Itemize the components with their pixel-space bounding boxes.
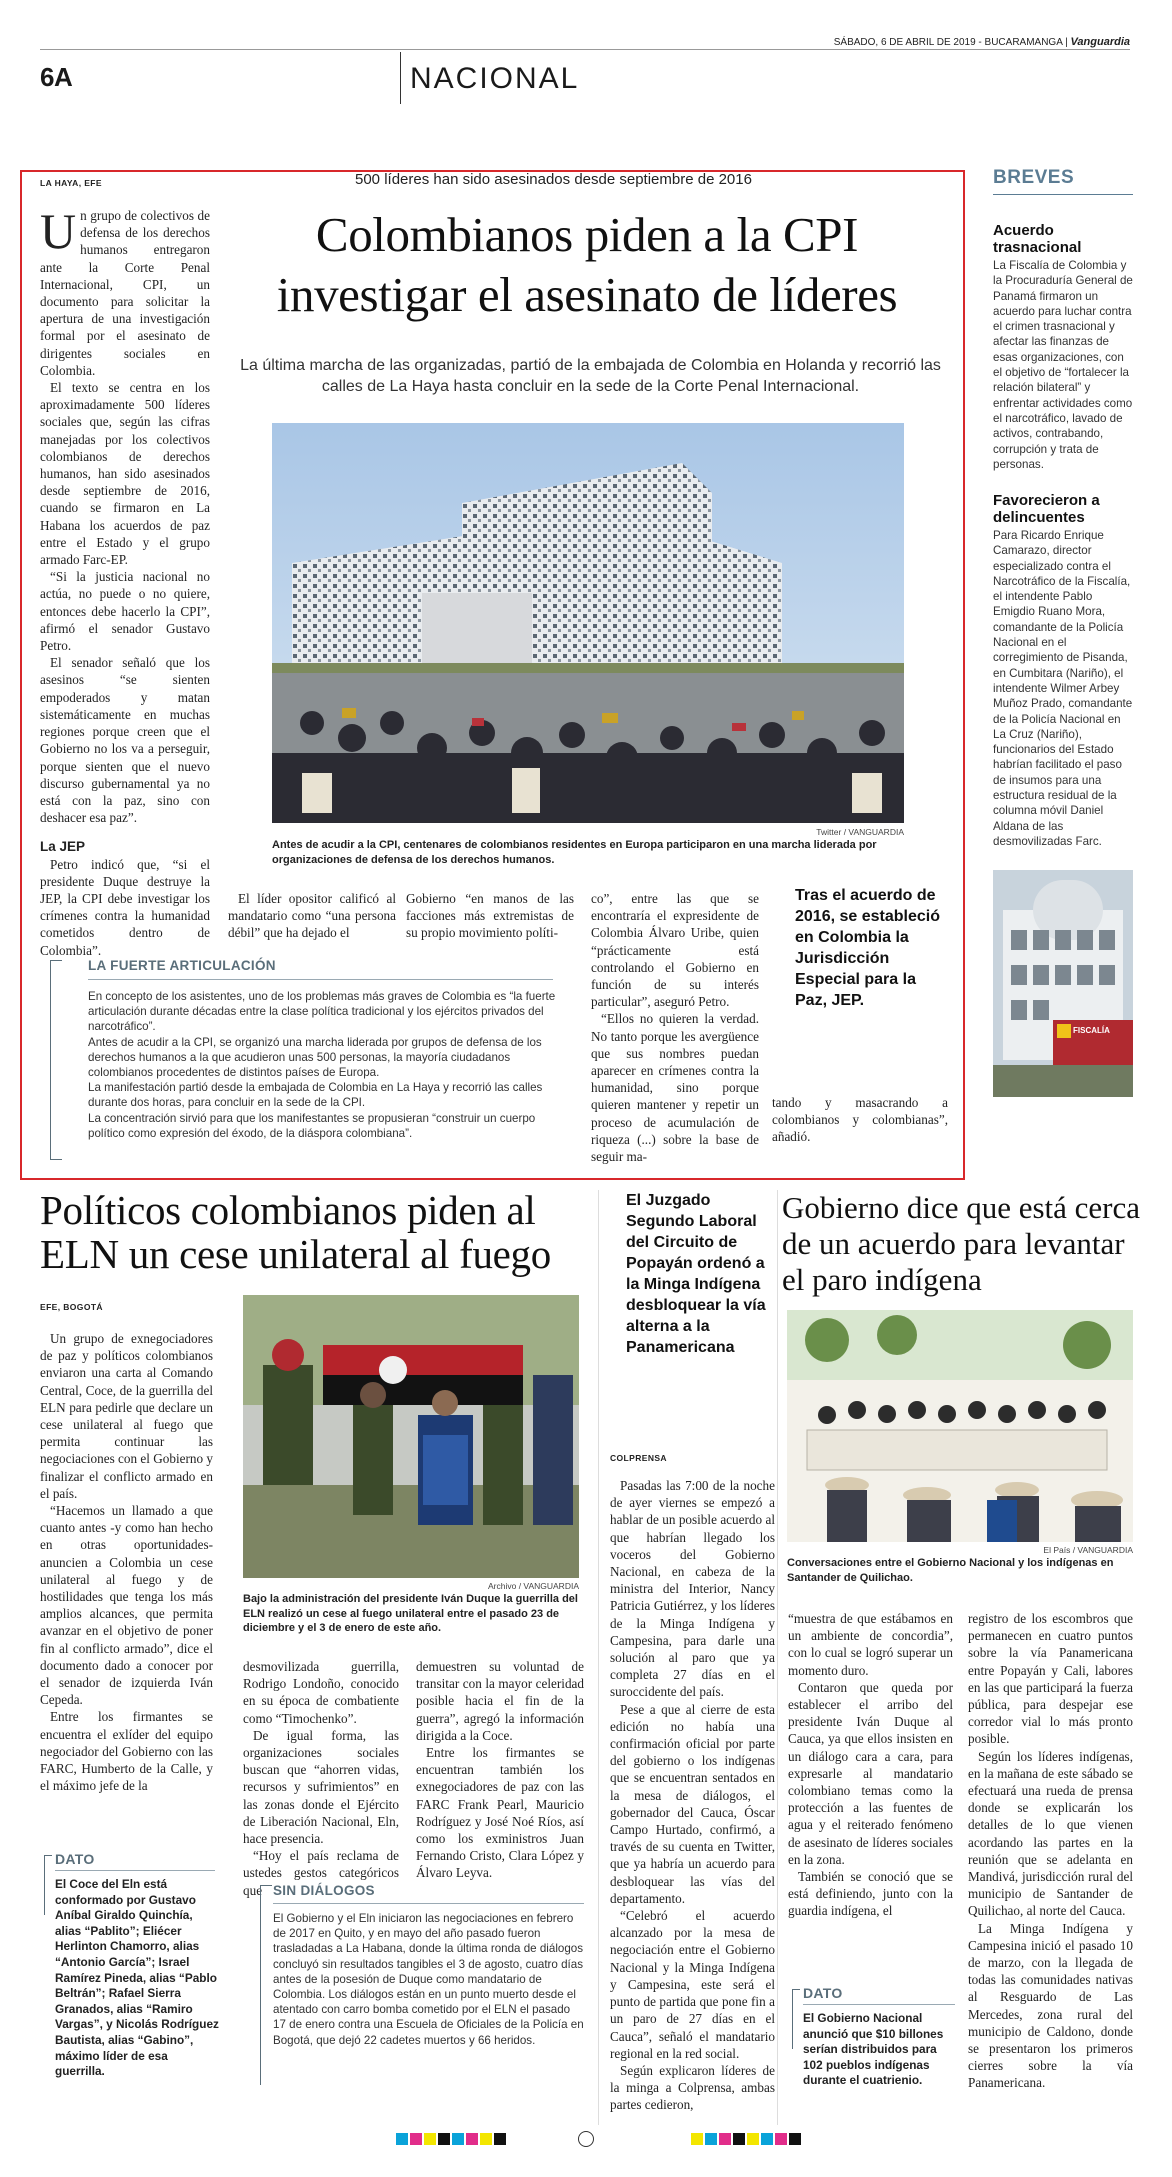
breve-item [993,222,1133,472]
header-divider [400,52,401,104]
eln-paragraph: Un grupo de exnegociadores de paz y políticos colombianos enviaron una carta al Comando Central, Coce, de la guerrilla del ELN para pedirle que declare un cese unilateral al fuego que permita continuar las negociaciones con el Gobierno y finalizar el conflicto armado en el país. [40,1331,213,1501]
eln-photo-caption: Bajo la administración del presidente Iván Duque la guerrilla del ELN realizó un cese al fuego unilateral entre el pasado 23 de diciembre y el 3 de enero de este año. [243,1593,578,1634]
registration-swatch [775,2133,787,2145]
registration-swatch [438,2133,450,2145]
box-paragraph: La manifestación partió desde la embajada de Colombia en La Haya y recorrió las calles durante dos horas, para concluir en la sede de la CPI. [88,1081,543,1110]
minga-meeting-image [787,1310,1133,1542]
dialogos-box-bracket [260,1885,272,2085]
paro-photo-credit: El País / VANGUARDIA [1043,1545,1133,1555]
breve-text: La Fiscalía de Colombia y la Procuraduría General de Panamá firmaron un acuerdo para luchar contra el crimen trasnacional y afectar las finanzas de esas organizaciones, con el objetivo de “fortalecer la relación bilateral” y enfrentar actividades como el narcotráfico, lavado de activos, contrabando, corrupción y trata de personas. [993,259,1133,471]
articulacion-box-body [88,989,558,1141]
lead-column-4 [591,890,759,1165]
breves-rule [993,194,1133,195]
paro-paragraph: Según los líderes indígenas, en la mañana de este sábado se efectuará una rueda de prensa donde se explicarán los detalles de lo que vienen acordando las partes en la reunión que se adelanta en Mandivá, jurisdicción rural del municipio de Santander de Quilichao, al norte del Cauca. [968,1748,1133,1919]
section-title: NACIONAL [410,62,580,95]
paro-paragraph: “Celebró el acuerdo alcanzado por la mesa de negociación entre el Gobierno Nacional y la Minga Indígena y Campesina, este será el punto de partida que pone fin a un paro de 27 días en el Cauca”, señaló el mandatario regional en la red social. [610,1908,775,2061]
eln-dato-title: DATO [55,1851,95,1867]
eln-paragraph: desmovilizada guerrilla, Rodrigo Londoño, conocido en su época de combatiente como “Timochenko”. [243,1659,399,1726]
color-registration-bar-left [395,2133,507,2145]
lead-column-1 [40,203,210,959]
eln-dato-bracket [44,1855,52,1915]
paro-paragraph: registro de los escombros que permanecen en cuatro puntos sobre la vía Panamericana entre Popayán y Cali, labores en las que participará la fuerza pública, para despejar ese corredor vial lo más pronto posible. [968,1611,1133,1747]
header-dateline [834,36,1130,48]
eln-paragraph: demuestren su voluntad de transitar con la mayor celeridad posible hacia el fin de la guerra”, agregó la información dirigida a la Coce. [416,1659,584,1743]
breves-title: BREVES [993,167,1075,188]
lead-column-2 [228,890,396,942]
registration-swatch [719,2133,731,2145]
paro-paragraph: Contaron que queda por establecer el arribo del presidente Iván Duque al Cauca, ya que ellos insisten en un diálogo cara a cara, para expresarle al mandatario colombiano temas como la protección a las fuentes de agua y el reiterado fenómeno de asesinato de líderes sociales en la zona. [788,1679,953,1867]
dialogos-box-title: SIN DIÁLOGOS [273,1883,375,1898]
eln-kicker: EFE, BOGOTÁ [40,1302,103,1312]
fiscalia-sign-text: FISCALÍA [1073,1026,1110,1035]
registration-swatch [466,2133,478,2145]
registration-crosshair [578,2131,594,2147]
fiscalia-building-image [993,870,1133,1097]
lead-dropcap: U [40,203,77,259]
lead-pullquote: Tras el acuerdo de 2016, se estableció en Colombia la Jurisdicción Especial para la Paz, JEP. [795,887,940,1009]
paro-column-1 [610,1477,775,2114]
lead-headline: Colombianos piden a la CPI investigar el asesinato de líderes [276,207,898,322]
paro-dato-title: DATO [803,1985,843,2001]
eln-paragraph: Entre los firmantes se encuentra el exlíder del equipo negociador del Gobierno con las FARC, Humberto de la Calle, y el máximo jefe de la [40,1709,213,1794]
box-paragraph: Antes de acudir a la CPI, se organizó una marcha liderada por grupos de defensa de los derechos humanos a la que acudieron unas 500 personas, la mayoría ciudadanos colombianos procedentes de distintos países de Europa. [88,1035,542,1080]
articulacion-box-bracket [50,960,62,1160]
eln-dato-text: El Coce del Eln está conformado por Gustavo Aníbal Giraldo Quinchía, alias “Pablito”; Eliécer Herlinton Chamorro, alias “Antonio García”; Israel Ramírez Pineda, alias “Pablo Beltrán”; Rafael Sierra Granados, alias “Ramiro Vargas”, y Nicolás Rodríguez Bautista, alias “Gabino”, máximo líder de esa guerrilla. [55,1877,219,2079]
registration-swatch [424,2133,436,2145]
lead-overline: 500 líderes han sido asesinados desde septiembre de 2016 [355,171,752,188]
juzgado-side-headline: El Juzgado Segundo Laboral del Circuito de Popayán ordenó a la Minga Indígena desbloquear la vía alterna a la Panamericana [626,1192,766,1356]
eln-column-3 [416,1658,584,1882]
lead-paragraph: co”, entre las que se encontraría el expresidente de Colombia Álvaro Uribe, quien “prácticamente está controlando el Gobierno en función de su interés particular”, aseguró Petro. [591,891,759,1010]
registration-swatch [410,2133,422,2145]
paro-paragraph: La Minga Indígena y Campesina inició el pasado 10 de marzo, con la llegada de todas las comunidades nativas al Resguardo de Las Mercedes, zona rural del municipio de Caldono, donde se presentaron los primeros cierres sobre la vía Panamericana. [968,1920,1133,2091]
dialogos-box-rule [273,1903,584,1904]
eln-headline: Políticos colombianos piden al ELN un cese unilateral al fuego [40,1187,551,1277]
registration-swatch [733,2133,745,2145]
eln-paragraph: Entre los firmantes se encuentran también los exnegociadores de paz con las FARC Frank Pearl, Mauricio Rodríguez y José Noé Ríos, así como los exministros Juan Fernando Cristo, Clara López y Álvaro Leyva. [416,1745,584,1881]
lead-paragraph: n grupo de colectivos de defensa de los derechos humanos entregaron ante la Corte Penal Internacional, CPI, un documento para solicitar la apertura de una investigación formal por el asesinato de dirigentes sociales en Colombia. [40,208,210,378]
registration-swatch [452,2133,464,2145]
lead-paragraph: “Ellos no quieren la verdad. No tanto porque les avergüence que sus nombres puedan aparecer en crímenes contra la humanidad, sino porque quieren mantener y repetir un proceso de acumulación de riqueza (...) sobre la base de seguir ma- [591,1011,759,1165]
lead-paragraph: El texto se centra en los aproximadamente 500 líderes sociales que, según las cifras manejadas por los colectivos colombianos de derechos humanos, han sido asesinados desde septiembre de 2016, cuando se firmaron en La Habana los acuerdos de paz entre el Estado y el grupo armado Farc-EP. [40,380,210,568]
registration-swatch [747,2133,759,2145]
articulacion-box-title: LA FUERTE ARTICULACIÓN [88,958,276,973]
eln-photo [243,1295,579,1578]
lead-paragraph: El senador señaló que los asesinos “se sienten empoderados y matan sistemáticamente en muchas regiones porque creen que el Gobierno no los va a perseguir, porque sienten que el nuevo discurso gubernamental ya no está con la paz, sino con deshacer esa paz”. [40,655,210,826]
dateline-text: SÁBADO, 6 DE ABRIL DE 2019 - BUCARAMANGA | [833,37,1068,48]
paro-paragraph: También se conoció que se está definiendo, junto con la guardia indígena, el [788,1869,953,1919]
paro-paragraph: Según explicaron líderes de la minga a Colprensa, ambas partes cedieron, [610,2062,775,2113]
box-paragraph: La concentración sirvió para que los manifestantes se propusieran “construir un cuerpo político como expresión del éxodo, de la diáspora colombiana”. [88,1111,536,1140]
lead-photo [272,423,904,823]
paro-column-2 [788,1610,953,1920]
registration-swatch [761,2133,773,2145]
column-rule [777,1190,778,2125]
page-number: 6A [40,62,73,92]
breve-title: Favorecieron a delincuentes [993,492,1100,526]
lead-paragraph: Petro indicó que, “si el presidente Duque destruye la JEP, la CPI debe investigar los crímenes contra la humanidad cometidos dentro de Colombia”. [40,856,210,958]
articulacion-box-rule [88,979,553,980]
paro-photo-caption: Conversaciones entre el Gobierno Nacional y los indígenas en Santander de Quilichao. [787,1557,1114,1584]
lead-paragraph: Gobierno “en manos de las facciones más extremistas de su propio movimiento políti- [406,891,574,941]
color-registration-bar-right [690,2133,802,2145]
lead-deck: La última marcha de las organizadas, partió de la embajada de Colombia en Holanda y recorrió las calles de La Haya hasta concluir en la sede de la Corte Penal Internacional. [240,357,941,395]
brand-name: Vanguardia [1070,36,1130,48]
breve-item [993,492,1133,849]
breve-text: Para Ricardo Enrique Camarazo, director especializado contra el Narcotráfico de la Fiscalía, el intendente Pablo Emigdio Ruano Mora, comandante de la Policía Nacional en el corregimiento de Pisanda, en Cumbitara (Nariño), el intendente Wilmer Arbey Muñoz Prado, comandante de la Policía Nacional en La Cruz (Nariño), funcionarios del Estado habrían facilitado el paso de insumos para una estructura residual de la columna móvil Daniel Aldana de las desmovilizadas Farc. [993,529,1133,848]
cpi-building-march-image [272,423,904,823]
lead-paragraph: El líder opositor calificó al mandatario como “una persona débil” que ha dejado el [228,891,396,941]
lead-paragraph: “Si la justicia nacional no actúa, no puede o no quiere, entonces debe hacerlo la CPI”, afirmó el senador Gustavo Petro. [40,569,210,654]
eln-column-2 [243,1658,399,1899]
eln-photo-credit: Archivo / VANGUARDIA [487,1581,579,1591]
registration-swatch [705,2133,717,2145]
paro-photo [787,1310,1133,1542]
registration-swatch [494,2133,506,2145]
eln-paragraph: De igual forma, las organizaciones sociales buscan que “ahorren vidas, recursos y sufrimientos” en las zonas donde el Ejército de Liberación Nacional, Eln, hace presencia. [243,1727,399,1847]
eln-guerrilla-image [243,1295,579,1578]
eln-paragraph: “Hoy el país reclama de ustedes gestos categóricos que [243,1848,399,1898]
dialogos-box-text: El Gobierno y el Eln iniciaron las negociaciones en febrero de 2017 en Quito, y en mayo del año pasado fueron trasladadas a La Habana, donde la última ronda de diálogos concluyó sin resultados tangibles el 3 de agosto, cuatro días antes de la posesión de Duque como mandatario de Colombia. Los diálogos están en un punto muerto desde el atentado con carro bomba cometido por el ELN el pasado 17 de enero contra una Escuela de Oficiales de la Policía en Bogotá, que dejó 22 cadetes muertos y 66 heridos. [273,1912,584,2047]
paro-dato-bracket [792,1989,800,2049]
registration-swatch [691,2133,703,2145]
paro-dato-rule [803,2004,955,2005]
paro-dato-text: El Gobierno Nacional anunció que $10 billones serían distribuidos para 102 pueblos indígenas durante el cuatrienio. [803,2011,944,2088]
box-paragraph: En concepto de los asistentes, uno de los problemas más graves de Colombia es “la fuerte articulación durante décadas entre la clase política tradicional y los ejércitos privados del narcotráfico”. [88,990,556,1034]
paro-paragraph: Pasadas las 7:00 de la noche de ayer viernes se empezó a hablar de un posible acuerdo al que habrían llegado los voceros del Gobierno Nacional, en cabeza de la ministra del Interior, Nancy Patricia Gutiérrez, y los líderes de la Minga Indígena y Campesina, para darle una solución al paro que ya completa 27 días en el suroccidente del país. [610,1478,775,1700]
registration-swatch [789,2133,801,2145]
lead-photo-credit: Twitter / VANGUARDIA [816,827,904,837]
registration-swatch [480,2133,492,2145]
lead-column-3 [406,890,574,942]
paro-kicker: COLPRENSA [610,1453,667,1463]
eln-column-1 [40,1330,213,1794]
lead-kicker: LA HAYA, EFE [40,178,102,188]
lead-photo-caption: Antes de acudir a la CPI, centenares de colombianos residentes en Europa participaron en una marcha liderada por organizaciones de defensa de los derechos humanos. [272,839,877,866]
column-rule [598,1190,599,2125]
breve-title: Acuerdo trasnacional [993,222,1082,256]
lead-paragraph: tando y masacrando a colombianos y colombianas”, añadió. [772,1095,948,1145]
lead-column-5 [772,1094,948,1146]
paro-paragraph: “muestra de que estábamos en un ambiente de concordia”, con lo cual se logró superar un momento duro. [788,1611,953,1678]
registration-swatch [396,2133,408,2145]
paro-column-3 [968,1610,1133,2092]
header-rule [40,49,1130,50]
paro-headline: Gobierno dice que está cerca de un acuerdo para levantar el paro indígena [782,1190,1141,1297]
eln-paragraph: “Hacemos un llamado a que cuanto antes -y como han hecho en otras oportunidades- anuncien a Colombia un cese unilateral al fuego y de hostilidades que tenga los más amplios alcances, que permita avanzar en el objetivo de poner fin al conflicto armado”, dice el documento dado a conocer por el senador de izquierda Iván Cepeda. [40,1503,213,1708]
paro-paragraph: Pese a que al cierre de esta edición no había una confirmación oficial por parte del gobierno o los indígenas que se encuentran sentados en la mesa de diálogos, el gobernador del Cauca, Óscar Campo Hurtado, confirmó, a través de su cuenta en Twitter, que ya habría un acuerdo para desbloquear las vías del departamento. [610,1701,775,1906]
lead-subhead: La JEP [40,839,86,855]
eln-dato-rule [55,1870,215,1871]
fiscalia-building-photo [993,870,1133,1097]
